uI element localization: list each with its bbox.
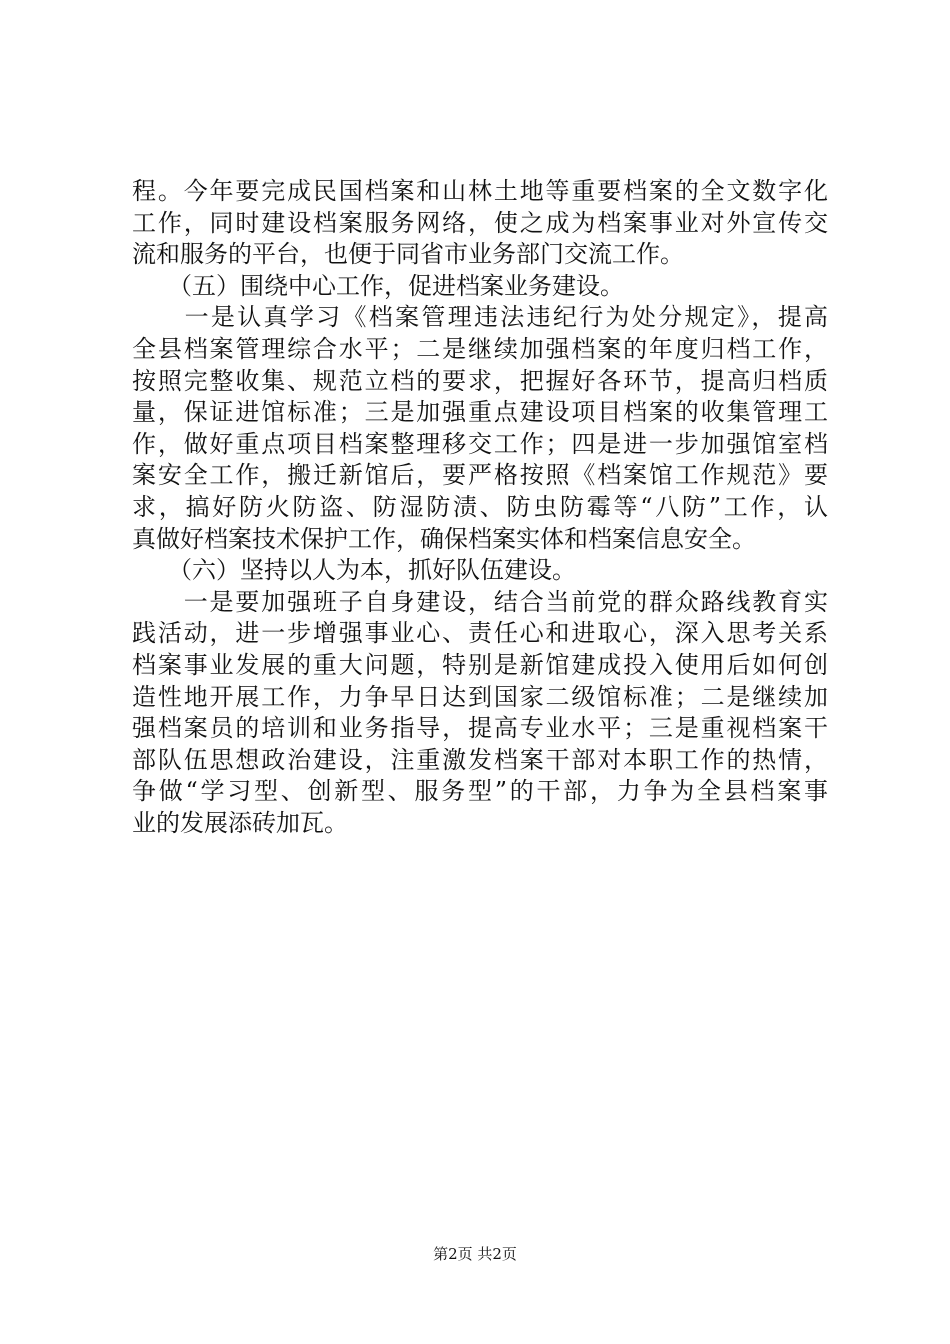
text-line: 档案事业发展的重大问题，特别是新馆建成投入使用后如何创 [132, 650, 828, 679]
text-line: 求，搞好防火防盗、防湿防渍、防虫防霉等“八防”工作，认 [132, 492, 828, 521]
document-body [132, 176, 828, 839]
text-line: 践活动，进一步增强事业心、责任心和进取心，深入思考关系 [132, 619, 828, 648]
page-footer [0, 1244, 950, 1264]
text-line: 业的发展添砖加瓦。 [132, 808, 348, 837]
text-line: 流和服务的平台，也便于同省市业务部门交流工作。 [132, 240, 684, 269]
text-line: 一是认真学习《档案管理违法违纪行为处分规定》，提高 [132, 303, 828, 332]
section-heading-6: （六）坚持以人为本，抓好队伍建设。 [132, 556, 576, 585]
text-line: 量，保证进馆标准；三是加强重点建设项目档案的收集管理工 [132, 398, 828, 427]
section-heading-5: （五）围绕中心工作，促进档案业务建设。 [132, 271, 624, 300]
text-line: 造性地开展工作，力争早日达到国家二级馆标准；二是继续加 [132, 682, 828, 711]
text-line: 争做“学习型、创新型、服务型”的干部，力争为全县档案事 [132, 777, 828, 806]
text-line: 案安全工作，搬迁新馆后，要严格按照《档案馆工作规范》要 [132, 461, 828, 490]
text-line: 按照完整收集、规范立档的要求，把握好各环节，提高归档质 [132, 366, 828, 395]
text-line: 一是要加强班子自身建设，结合当前党的群众路线教育实 [132, 587, 828, 616]
text-line: 程。今年要完成民国档案和山林土地等重要档案的全文数字化 [132, 177, 828, 205]
text-line: 工作，同时建设档案服务网络，使之成为档案事业对外宣传交 [132, 208, 828, 237]
text-line: 部队伍思想政治建设，注重激发档案干部对本职工作的热情， [132, 745, 828, 774]
text-line: 全县档案管理综合水平；二是继续加强档案的年度归档工作， [132, 334, 828, 363]
text-line: 作，做好重点项目档案整理移交工作；四是进一步加强馆室档 [132, 429, 828, 458]
text-line: 真做好档案技术保护工作，确保档案实体和档案信息安全。 [132, 524, 756, 553]
page-number-indicator: 第2页 共2页 [433, 1245, 517, 1263]
text-line: 强档案员的培训和业务指导，提高专业水平；三是重视档案干 [132, 714, 828, 743]
